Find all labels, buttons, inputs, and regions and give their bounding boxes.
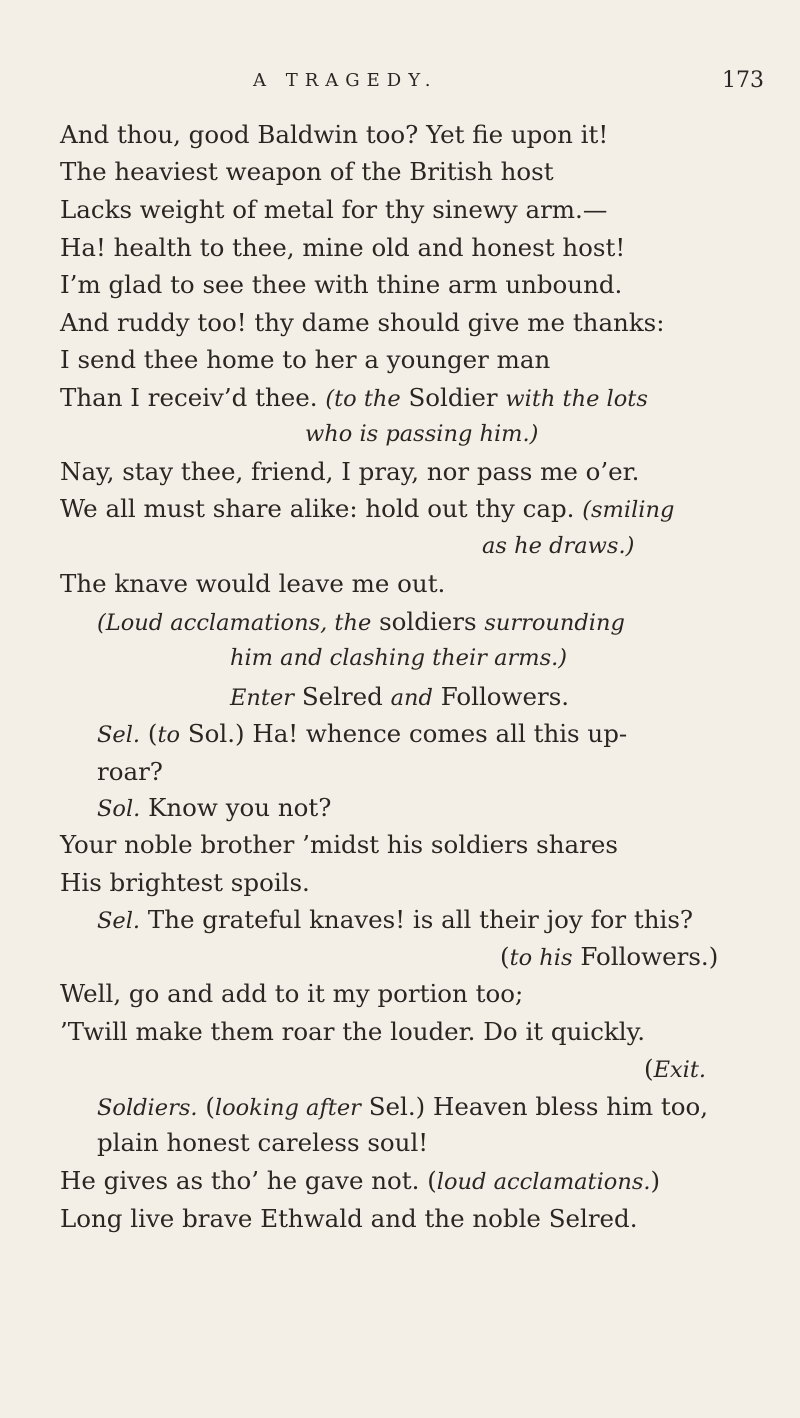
verse-line: Long live brave Ethwald and the noble Selred. <box>60 1204 638 1233</box>
verse-text: ( <box>140 719 158 748</box>
stage-direction-text: the <box>327 610 372 636</box>
stage-direction-text: Sol. <box>97 796 141 822</box>
stage-direction-text: and <box>390 685 433 711</box>
verse-text: Sel.) Heaven bless him too, <box>360 1092 709 1121</box>
text-line <box>230 680 569 715</box>
text-line <box>60 381 648 416</box>
verse-text: He gives as tho’ he gave not. ( <box>60 1166 437 1195</box>
stage-direction-text: loud acclamations. <box>436 1169 651 1195</box>
text-line <box>97 605 625 640</box>
verse-text: Followers.) <box>572 942 719 971</box>
verse-text: We all must share alike: hold out thy cap. <box>60 494 583 523</box>
verse-line: Lacks weight of metal for thy sinewy arm.— <box>60 195 608 224</box>
verse-line: And ruddy too! thy dame should give me thanks: <box>60 308 665 337</box>
stage-direction-text: surrounding <box>484 610 625 636</box>
stage-direction-text: (to the <box>325 386 401 412</box>
page-number: 173 <box>722 68 764 93</box>
stage-direction-line: who is passing him.) <box>305 421 539 447</box>
verse-line: The knave would leave me out. <box>60 569 446 598</box>
verse-text: ( <box>644 1054 654 1083</box>
verse-line: His brightest spoils. <box>60 868 310 897</box>
stage-direction-text: Soldiers. <box>97 1095 198 1121</box>
stage-direction-text: looking after <box>214 1095 361 1121</box>
verse-text: Selred <box>294 682 391 711</box>
running-head: A TRAGEDY. <box>253 70 438 91</box>
verse-line: ’Twill make them roar the louder. Do it quickly. <box>60 1017 645 1046</box>
text-line <box>97 717 627 752</box>
verse-line: plain honest careless soul! <box>97 1128 429 1157</box>
text-line <box>60 1164 660 1199</box>
stage-direction-text: Enter <box>230 685 295 711</box>
text-line <box>97 1090 708 1125</box>
text-line <box>97 903 693 938</box>
verse-text: ( <box>500 942 510 971</box>
verse-line: The heaviest weapon of the British host <box>60 157 554 186</box>
stage-direction-text: with the lots <box>505 386 648 412</box>
verse-text: ( <box>197 1092 215 1121</box>
stage-direction-text: Sel. <box>97 908 141 934</box>
verse-line: roar? <box>97 757 163 786</box>
verse-text: Followers. <box>432 682 570 711</box>
stage-direction-text: to his <box>509 945 573 971</box>
verse-text: Sol.) Ha! whence comes all this up- <box>180 719 628 748</box>
verse-line: Nay, stay thee, friend, I pray, nor pass me o’er. <box>60 457 640 486</box>
stage-direction-text: Sel. <box>97 722 141 748</box>
stage-direction-text: (Loud acclamations, <box>97 610 328 636</box>
text-line <box>644 1052 706 1087</box>
verse-text: The grateful knaves! is all their joy for this? <box>140 905 694 934</box>
text-line <box>97 791 331 826</box>
verse-text: Know you not? <box>140 793 332 822</box>
verse-text: Than I receiv’d thee. <box>60 383 326 412</box>
text-line <box>60 492 674 527</box>
stage-direction-text: Exit. <box>653 1057 707 1083</box>
stage-direction-text: to <box>157 722 181 748</box>
verse-line: I’m glad to see thee with thine arm unbound. <box>60 270 623 299</box>
verse-line: Your noble brother ’midst his soldiers shares <box>60 830 618 859</box>
text-line <box>500 940 718 975</box>
page-header <box>0 70 800 104</box>
verse-text: Soldier <box>400 383 506 412</box>
verse-text: ) <box>650 1166 661 1195</box>
stage-direction-line: as he draws.) <box>482 533 635 559</box>
verse-line: Ha! health to thee, mine old and honest host! <box>60 233 626 262</box>
verse-line: Well, go and add to it my portion too; <box>60 979 524 1008</box>
stage-direction-text: (smiling <box>582 497 675 523</box>
verse-text: soldiers <box>371 607 485 636</box>
verse-line: And thou, good Baldwin too? Yet fie upon it! <box>60 120 609 149</box>
stage-direction-line: him and clashing their arms.) <box>230 645 568 671</box>
verse-line: I send thee home to her a younger man <box>60 345 551 374</box>
